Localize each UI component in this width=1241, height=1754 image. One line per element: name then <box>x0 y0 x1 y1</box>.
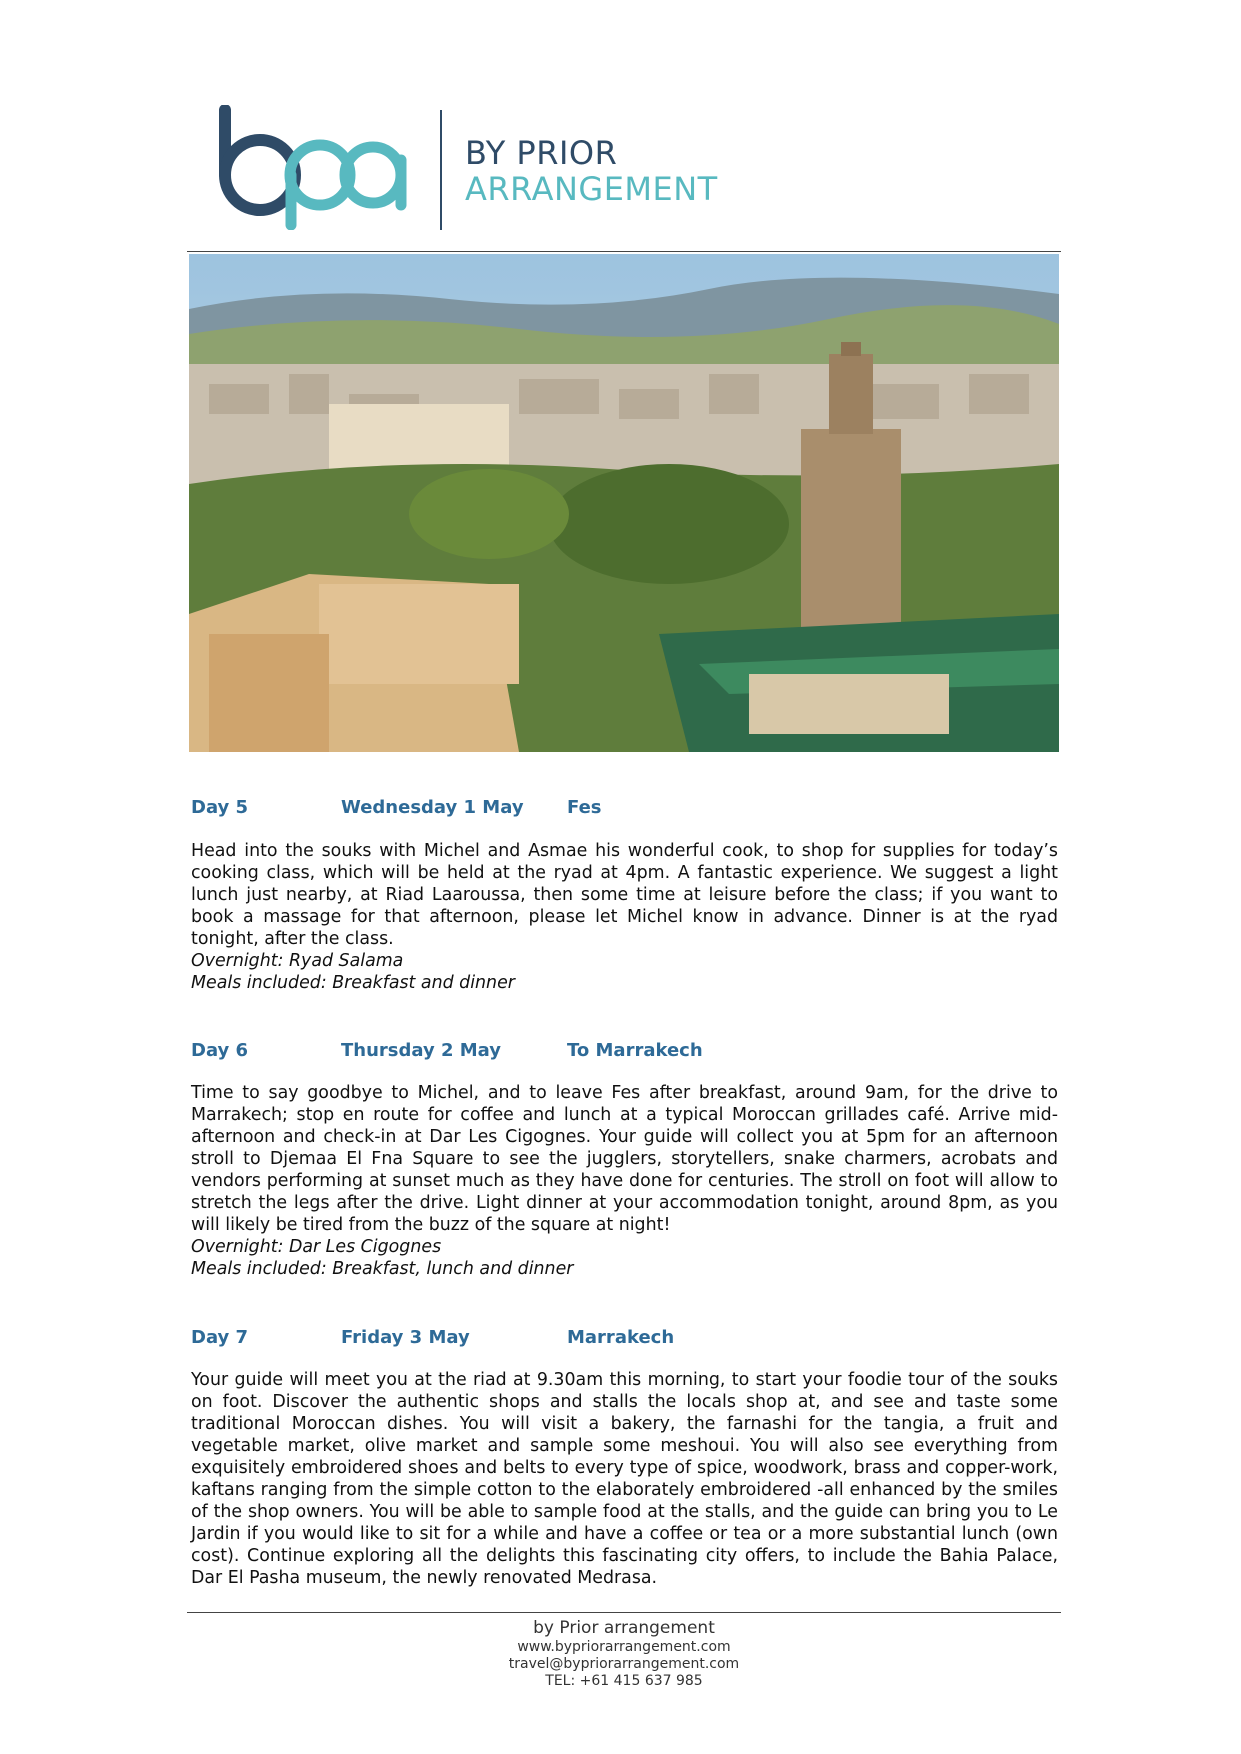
day5-place: Fes <box>567 797 602 818</box>
day6-overnight: Overnight: Dar Les Cigognes <box>191 1237 442 1257</box>
day5-overnight: Overnight: Ryad Salama <box>191 951 404 971</box>
page-footer <box>187 1617 1061 1690</box>
bpa-logo-mark-icon <box>215 105 415 230</box>
day5-label: Day 5 <box>191 797 249 818</box>
day6-description: Time to say goodbye to Michel, and to leave Fes after breakfast, around 9am, for the drive to Marrakech; stop en route for coffee and lunch at a typical Moroccan grillades café. Arrive mid-afternoon and check-in at Dar Les Cigognes. Your guide will collect you at 5pm for an afternoon stroll to Djemaa El Fna Square to see the jugglers, storytellers, snake charmers, acrobats and vendors performing at sunset much as they have done for centuries. The stroll on foot will allow to stretch the legs after the drive. Light dinner at your accommodation tonight, around 8pm, as you will likely be tired from the buzz of the square at night! <box>191 1083 1058 1235</box>
day7-heading <box>191 1327 1051 1349</box>
footer-website[interactable]: www.bypriorarrangement.com <box>517 1639 731 1655</box>
day5-meals: Meals included: Breakfast and dinner <box>191 973 515 993</box>
day7-description: Your guide will meet you at the riad at 9.30am this morning, to start your foodie tour of the souks on foot. Discover the authentic shops and stalls the locals shop at, and see and taste some traditional Moroccan dishes. You will visit a bakery, the farnashi for the tangia, a fruit and vegetable market, olive market and sample some meshoui. You will also see everything from exquisitely embroidered shoes and belts to every type of spice, woodwork, brass and copper-work, kaftans ranging from the simple cotton to the elaborately embroidered -all enhanced by the smiles of the shop owners. You will be able to sample food at the stalls, and the guide can bring you to Le Jardin if you would like to sit for a while and have a coffee or tea or a more substantial lunch (own cost). Continue exploring all the delights this fascinating city offers, to include the Bahia Palace, Dar El Pasha museum, the newly renovated Medrasa. <box>191 1370 1058 1588</box>
day6-date: Thursday 2 May <box>341 1040 502 1061</box>
day5-description: Head into the souks with Michel and Asmae his wonderful cook, to shop for supplies for today’s cooking class, which will be held at the ryad at 4pm. A fantastic experience. We suggest a light lunch just nearby, at Riad Laaroussa, then some time at leisure before the class; if you want to book a massage for that afternoon, please let Michel know in advance. Dinner is at the ryad tonight, after the class. <box>191 841 1058 949</box>
footer-rule <box>187 1612 1061 1613</box>
day6-label: Day 6 <box>191 1040 249 1061</box>
logo-divider <box>440 110 442 230</box>
day7-date: Friday 3 May <box>341 1327 470 1348</box>
day7-label: Day 7 <box>191 1327 249 1348</box>
footer-phone: TEL: +61 415 637 985 <box>545 1673 703 1689</box>
brand-name-line1: BY PRIOR <box>465 134 618 172</box>
day5-date: Wednesday 1 May <box>341 797 524 818</box>
footer-email[interactable]: travel@bypriorarrangement.com <box>508 1656 740 1672</box>
day6-meals: Meals included: Breakfast, lunch and dinner <box>191 1259 574 1279</box>
day5-heading <box>191 797 1051 819</box>
day6-place: To Marrakech <box>567 1040 703 1061</box>
day7-place: Marrakech <box>567 1327 675 1348</box>
header-rule <box>187 251 1061 252</box>
brand-name-line2: ARRANGEMENT <box>465 170 718 208</box>
day6-heading <box>191 1040 1051 1062</box>
company-logo <box>215 105 745 235</box>
fes-panorama-photo <box>189 254 1059 752</box>
footer-company: by Prior arrangement <box>533 1618 715 1638</box>
